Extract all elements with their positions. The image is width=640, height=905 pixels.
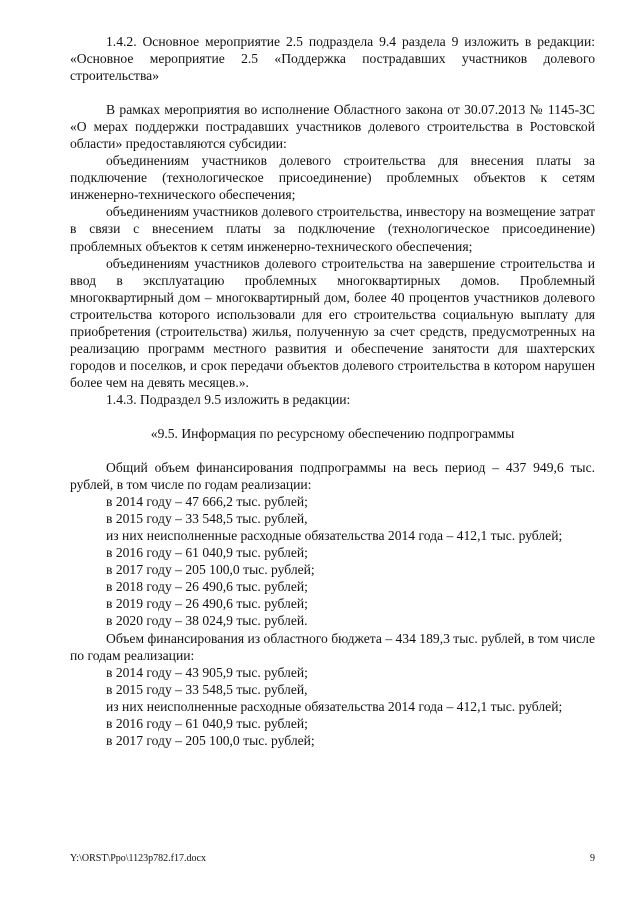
regional-year-2017: в 2017 году – 205 100,0 тыс. рублей; — [106, 732, 315, 748]
total-unfulfilled: из них неисполненные расходные обязательства 2014 года – 412,1 тыс. рублей; — [106, 528, 563, 544]
spacer — [70, 84, 595, 101]
regional-unfulfilled: из них неисполненные расходные обязательства 2014 года – 412,1 тыс. рублей; — [106, 698, 563, 714]
regional-year-2016: в 2016 году – 61 040,9 тыс. рублей; — [106, 715, 308, 731]
total-year-2014: в 2014 году – 47 666,2 тыс. рублей; — [106, 494, 308, 510]
regional-year-2015: в 2015 году – 33 548,5 тыс. рублей, — [106, 681, 308, 697]
subsidy-item: объединениям участников долевого строительства на завершение строительства и ввод в эксплуатацию проблемных многоквартирных домов. Проблемный многоквартирный дом – многоквартирный дом, более 40 процентов участников долевого строительства которого использовали для его строительства социальную выплату для приобретения (строительства) жилья, полученную за счет средств, предусмотренных на реализацию программ местного развития и обеспечение занятости для шахтерских городов и поселков, и срок передачи объектов долевого строительства в котором нарушен более чем на девять месяцев.». — [70, 255, 595, 390]
subsidy-item: объединениям участников долевого строительства для внесения платы за подключение (технологическое присоединение) проблемных объектов к сетям инженерно-технического обеспечения; — [70, 153, 595, 203]
document-body — [70, 33, 595, 749]
spacer — [70, 408, 595, 425]
page-number: 9 — [590, 853, 595, 864]
total-year-2019: в 2019 году – 26 490,6 тыс. рублей; — [106, 596, 308, 612]
spacer — [70, 442, 595, 459]
total-year-2015: в 2015 году – 33 548,5 тыс. рублей, — [106, 511, 308, 527]
file-path: Y:\ORST\Ppo\1123p782.f17.docx — [70, 853, 206, 864]
total-funding-intro: Общий объем финансирования подпрограммы на весь период – 437 949,6 тыс. рублей, в том числе по годам реализации: — [70, 460, 595, 493]
regional-year-2014: в 2014 году – 43 905,9 тыс. рублей; — [106, 664, 308, 680]
section-9-5-title: «9.5. Информация по ресурсному обеспечению подпрограммы — [150, 425, 515, 441]
regional-funding-intro: Объем финансирования из областного бюджета – 434 189,3 тыс. рублей, в том числе по годам реализации: — [70, 630, 595, 663]
total-year-2017: в 2017 году – 205 100,0 тыс. рублей; — [106, 562, 315, 578]
total-year-2016: в 2016 году – 61 040,9 тыс. рублей; — [106, 545, 308, 561]
page-footer — [70, 853, 595, 864]
section-1-4-3: 1.4.3. Подраздел 9.5 изложить в редакции: — [106, 391, 351, 407]
total-year-2020: в 2020 году – 38 024,9 тыс. рублей. — [106, 613, 308, 629]
measure-intro: В рамках мероприятия во исполнение Областного закона от 30.07.2013 № 1145-ЗС «О мерах поддержки пострадавших участников долевого строительства в Ростовской области» предоставляются субсидии: — [70, 102, 595, 152]
section-1-4-2: 1.4.2. Основное мероприятие 2.5 подраздела 9.4 раздела 9 изложить в редакции: «Основное мероприятие 2.5 «Поддержка пострадавших участников долевого строительства» — [70, 34, 595, 84]
subsidy-item: объединениям участников долевого строительства, инвестору на возмещение затрат в связи с внесением платы за подключение (технологическое присоединение) проблемных объектов к сетям инженерно-технического обеспечения; — [70, 204, 595, 254]
total-year-2018: в 2018 году – 26 490,6 тыс. рублей; — [106, 579, 308, 595]
